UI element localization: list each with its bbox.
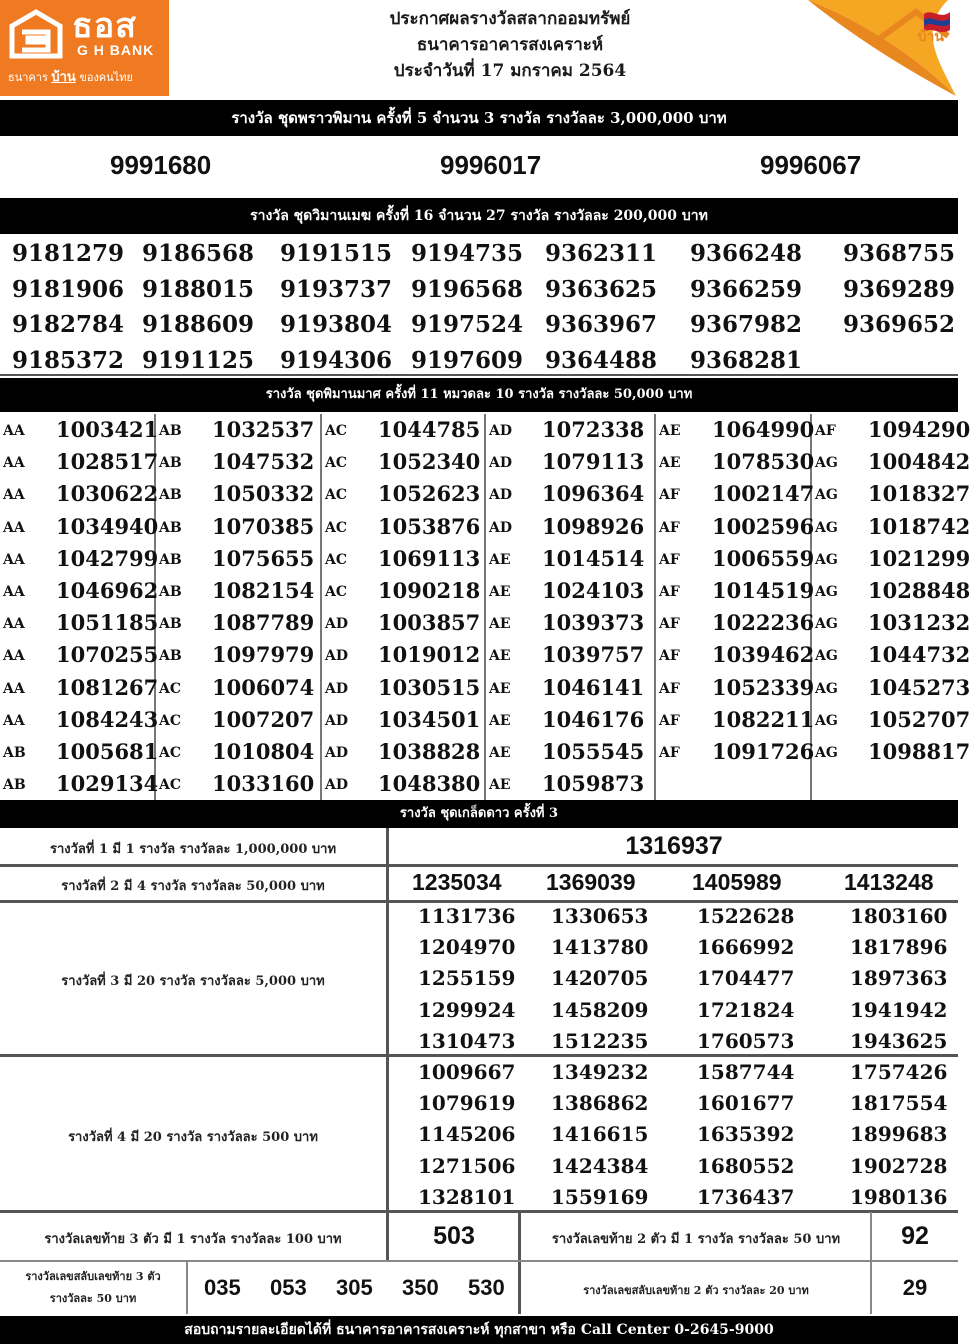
- last3-label: รางวัลเลขท้าย 3 ตัว มี 1 รางวัล รางวัลละ 100 บาท: [44, 1232, 342, 1247]
- prize-number: 1006559: [712, 545, 815, 571]
- prize-number: 1044732: [868, 642, 970, 668]
- prize-number: 1030622: [56, 481, 159, 507]
- prize-number: 9197609: [411, 346, 524, 374]
- swap3-number: 305: [336, 1275, 373, 1300]
- logo-tagline: [8, 66, 133, 87]
- series-prefix: AF: [659, 712, 680, 729]
- prize-number: 1680552: [697, 1153, 795, 1178]
- prize-number: 1098817: [868, 739, 970, 764]
- series-prefix: AA: [3, 616, 25, 633]
- prize-number: 9363967: [545, 311, 658, 338]
- house-logo-icon: [10, 10, 62, 58]
- prize-number: 9181279: [12, 240, 125, 267]
- series-prefix: AE: [489, 616, 511, 633]
- series-prefix: AG: [815, 680, 838, 697]
- column-divider: [386, 1212, 389, 1260]
- prize-number: 1817554: [850, 1091, 948, 1116]
- prize-number: 1098926: [542, 513, 645, 539]
- series-prefix: AD: [325, 712, 349, 729]
- series-prefix: AD: [489, 487, 513, 504]
- prize-number: 1032537: [212, 417, 315, 442]
- prize-number: 1902728: [850, 1153, 948, 1178]
- prize1-number: 1316937: [625, 832, 723, 860]
- series-prefix: AA: [3, 648, 25, 665]
- series-prefix: AC: [159, 777, 182, 794]
- prize-number: 9363625: [545, 275, 658, 303]
- prize-number: 1559169: [551, 1184, 649, 1209]
- series-prefix: AB: [159, 648, 182, 665]
- series-prefix: AB: [159, 423, 182, 439]
- series-prefix: AD: [325, 616, 349, 633]
- prize2-number: 1413248: [844, 869, 934, 895]
- prize-number: 1420705: [551, 966, 649, 991]
- prize-number: 1030515: [378, 674, 481, 700]
- prize2-number: 1369039: [546, 869, 636, 895]
- prize-number: 1044785: [378, 417, 481, 442]
- prize-number: 1064990: [712, 417, 815, 442]
- prize-number: 1512235: [551, 1028, 649, 1053]
- prize-number: 1757426: [850, 1060, 948, 1084]
- series-prefix: AA: [3, 584, 25, 600]
- prize-number: 1635392: [697, 1122, 795, 1147]
- column-divider: [386, 828, 389, 1212]
- corner-badge-text: บ้าน: [917, 29, 944, 45]
- series-prefix: AA: [3, 680, 25, 697]
- prize-number: 1039757: [542, 642, 645, 668]
- prize-number: 1096364: [542, 481, 645, 507]
- prize-number: 1310473: [418, 1028, 516, 1053]
- prize-number: 1349232: [551, 1060, 649, 1084]
- prize-number: 1039462: [712, 642, 815, 668]
- series-prefix: AG: [815, 487, 838, 504]
- prize-number: 1052623: [378, 481, 481, 507]
- section2-title-bar: รางวัล ชุดวิมานเมฆ ครั้งที่ 16 จำนวน 27 รางวัล รางวัลละ 200,000 บาท: [0, 198, 958, 234]
- series-prefix: AD: [489, 519, 513, 536]
- prize2-number: 1235034: [412, 869, 502, 895]
- prize-number: 1003857: [378, 610, 481, 636]
- series-prefix: AD: [325, 777, 349, 794]
- series-prefix: AF: [659, 519, 680, 536]
- swap3-label-line2: รางวัลละ 50 บาท: [49, 1292, 137, 1305]
- prize-number: 1051185: [56, 610, 159, 636]
- prize-number: 1416615: [551, 1122, 649, 1147]
- column-divider: [186, 1262, 188, 1314]
- column-divider: [654, 414, 656, 800]
- prize-number: 9185372: [12, 346, 125, 374]
- section3-grid: [0, 414, 970, 800]
- prize-number: 9191125: [142, 346, 255, 374]
- last2-label: รางวัลเลขท้าย 2 ตัว มี 1 รางวัล รางวัลละ 50 บาท: [551, 1232, 841, 1247]
- series-prefix: AF: [659, 680, 680, 697]
- series-prefix: AF: [659, 584, 680, 600]
- section3-title-bar: รางวัล ชุดพิมานมาศ ครั้งที่ 11 หมวดละ 10 รางวัล รางวัลละ 50,000 บาท: [0, 378, 958, 412]
- prize-number: 1941942: [850, 997, 948, 1022]
- title-line-2: ธนาคารอาคารสงเคราะห์: [416, 35, 604, 55]
- series-prefix: AD: [325, 680, 349, 697]
- prize-number: 1033160: [212, 771, 315, 797]
- prize-number: 9996017: [440, 150, 542, 180]
- column-divider: [320, 414, 322, 800]
- prize-number: 1204970: [418, 935, 516, 960]
- prize-number: 1052707: [868, 706, 970, 732]
- series-prefix: AF: [659, 745, 680, 761]
- series-prefix: AE: [489, 680, 511, 697]
- swap2-number: 29: [902, 1275, 928, 1300]
- prize-number: 9181906: [12, 275, 125, 303]
- row-divider: [0, 900, 958, 903]
- prize-number: 1031232: [868, 610, 970, 636]
- series-prefix: AC: [325, 551, 348, 568]
- prize-number: 1070255: [56, 642, 159, 668]
- prize-number: 1980136: [850, 1184, 948, 1209]
- prize-number: 9196568: [411, 275, 524, 303]
- prize-number: 1018742: [868, 513, 970, 539]
- swap3-number: 053: [270, 1275, 307, 1300]
- prize-number: 1006074: [212, 674, 315, 700]
- prize2-number: 1405989: [692, 869, 782, 895]
- page-curl-banner-icon: [798, 0, 958, 98]
- prize-number: 1005681: [56, 739, 159, 764]
- series-prefix: AD: [325, 648, 349, 665]
- logo-english-name: G H BANK: [77, 42, 155, 58]
- prize-number: 1019012: [378, 642, 481, 668]
- prize-number: 1079113: [542, 449, 645, 475]
- prize-number: 1091726: [712, 739, 815, 764]
- series-prefix: AC: [325, 519, 348, 536]
- prize-number: 1050332: [212, 481, 315, 507]
- prize-number: 1034940: [56, 513, 159, 539]
- series-prefix: AG: [815, 519, 838, 536]
- prize-number: 1002147: [712, 481, 815, 507]
- series-prefix: AC: [159, 745, 182, 761]
- prize-number: 1131736: [418, 904, 516, 928]
- series-prefix: AC: [325, 584, 348, 600]
- prize-number: 1010804: [212, 739, 315, 764]
- prize-number: 1055545: [542, 739, 645, 764]
- series-prefix: AF: [659, 616, 680, 633]
- series-prefix: AE: [489, 551, 511, 568]
- prize3-label: รางวัลที่ 3 มี 20 รางวัล รางวัลละ 5,000 บาท: [61, 974, 325, 989]
- prize-number: 1760573: [697, 1028, 795, 1053]
- series-prefix: AE: [659, 423, 681, 439]
- series-prefix: AE: [489, 584, 511, 600]
- prize4-label: รางวัลที่ 4 มี 20 รางวัล รางวัลละ 500 บาท: [68, 1130, 318, 1145]
- prize-number: 1039373: [542, 610, 645, 636]
- prize-number: 1052340: [378, 449, 481, 475]
- prize-number: 1009667: [418, 1060, 516, 1084]
- draw-date: ประจำวันที่ 17 มกราคม 2564: [393, 61, 627, 81]
- series-prefix: AG: [815, 648, 838, 665]
- prize-number: 1048380: [378, 771, 481, 797]
- last2-number: 92: [901, 1222, 929, 1250]
- prize-number: 1424384: [551, 1153, 649, 1178]
- prize-number: 9362311: [545, 240, 658, 267]
- prize-number: 1018327: [868, 481, 970, 507]
- prize-number: 1097979: [212, 642, 315, 668]
- prize-number: 1522628: [697, 904, 795, 928]
- series-prefix: AG: [815, 745, 838, 761]
- prize-number: 1004842: [868, 449, 970, 475]
- series-prefix: AB: [159, 584, 182, 600]
- prize-number: 1046176: [542, 706, 645, 732]
- series-prefix: AA: [3, 551, 25, 568]
- prize-number: 1587744: [697, 1060, 795, 1084]
- prize-number: 1028848: [868, 578, 970, 603]
- series-prefix: AA: [3, 487, 25, 504]
- prize-number: 9991680: [110, 150, 212, 180]
- series-prefix: AD: [489, 455, 513, 472]
- series-prefix: AG: [815, 712, 838, 729]
- section2-numbers: [0, 236, 958, 376]
- series-prefix: AD: [489, 423, 513, 439]
- prize-number: 1094290: [868, 417, 970, 442]
- series-prefix: AB: [3, 745, 26, 761]
- swap3-label: [0, 1266, 186, 1310]
- series-prefix: AG: [815, 551, 838, 568]
- series-prefix: AG: [815, 616, 838, 633]
- series-prefix: AA: [3, 423, 25, 439]
- prize-number: 9194735: [411, 240, 524, 267]
- series-prefix: AB: [3, 777, 26, 794]
- prize-number: 9996067: [760, 150, 862, 180]
- footer-contact: สอบถามรายละเอียดได้ที่ ธนาคารอาคารสงเคราะห์ ทุกสาขา หรือ Call Center 0-2645-9000: [0, 1316, 958, 1344]
- prize2-label: รางวัลที่ 2 มี 4 รางวัล รางวัลละ 50,000 บาท: [61, 879, 325, 894]
- prize-number: 9191515: [280, 240, 393, 267]
- prize-number: 9193804: [280, 311, 393, 338]
- row-divider: [0, 1054, 958, 1057]
- prize-number: 1736437: [697, 1184, 795, 1209]
- series-prefix: AF: [659, 648, 680, 665]
- prize-number: 1024103: [542, 578, 645, 603]
- prize-number: 1601677: [697, 1091, 795, 1116]
- row-divider: [0, 864, 958, 867]
- prize-number: 1045273: [868, 674, 970, 700]
- prize-number: 1002596: [712, 513, 815, 539]
- prize-number: 1034501: [378, 706, 481, 732]
- prize-number: 9366259: [690, 275, 803, 303]
- series-prefix: AB: [159, 551, 182, 568]
- row-divider: [0, 1210, 958, 1213]
- prize-number: 1007207: [212, 706, 315, 732]
- prize-number: 1038828: [378, 739, 481, 764]
- prize-number: 1721824: [697, 997, 795, 1022]
- prize-number: 9364488: [545, 346, 658, 374]
- prize-number: 9188015: [142, 275, 255, 303]
- column-divider: [484, 414, 486, 800]
- prize-number: 1458209: [551, 997, 649, 1022]
- prize-number: 1079619: [418, 1091, 516, 1116]
- series-prefix: AC: [325, 455, 348, 472]
- series-prefix: AA: [3, 519, 25, 536]
- series-prefix: AB: [159, 455, 182, 472]
- prize-number: 1082154: [212, 578, 315, 603]
- prize-number: 1021299: [868, 545, 970, 571]
- series-prefix: AF: [659, 551, 680, 568]
- column-divider: [518, 1212, 521, 1314]
- prize-number: 1299924: [418, 997, 516, 1022]
- prize-number: 1014519: [712, 578, 815, 603]
- swap2-label: รางวัลเลขสลับเลขท้าย 2 ตัว รางวัลละ 20 บาท: [583, 1284, 809, 1297]
- prize-number: 9369289: [843, 275, 956, 303]
- section4-title-bar: รางวัล ชุดเกล็ดดาว ครั้งที่ 3: [0, 800, 958, 828]
- prize-number: 9182784: [12, 311, 125, 338]
- prize-number: 1704477: [697, 966, 795, 991]
- ghbank-logo: [0, 0, 169, 96]
- logo-thai-name: ธอส: [72, 6, 137, 46]
- prize-number: 1029134: [56, 771, 159, 797]
- header: [0, 0, 958, 98]
- series-prefix: AF: [659, 487, 680, 504]
- prize-number: 9186568: [142, 240, 255, 267]
- series-prefix: AB: [159, 616, 182, 633]
- series-prefix: AB: [159, 519, 182, 536]
- prize-number: 1078530: [712, 449, 815, 475]
- prize-number: 1081267: [56, 674, 159, 700]
- prize-number: 1145206: [418, 1122, 516, 1147]
- prize-number: 9368755: [843, 240, 956, 267]
- prize-number: 1943625: [850, 1028, 948, 1053]
- prize-number: 1328101: [418, 1184, 516, 1209]
- series-prefix: AC: [159, 712, 182, 729]
- prize-number: 1069113: [378, 545, 481, 571]
- tagline-post: ของคนไทย: [79, 71, 133, 84]
- prize-number: 1022236: [712, 610, 815, 636]
- prize-number: 9193737: [280, 275, 393, 303]
- prize-number: 1817896: [850, 935, 948, 960]
- section1-title-bar: รางวัล ชุดพราวพิมาน ครั้งที่ 5 จำนวน 3 รางวัล รางวัลละ 3,000,000 บาท: [0, 100, 958, 136]
- prize-number: 9366248: [690, 240, 803, 267]
- prize-number: 1897363: [850, 966, 948, 991]
- series-prefix: AA: [3, 712, 25, 729]
- prize-number: 1255159: [418, 966, 516, 991]
- prize-number: 1803160: [850, 904, 948, 928]
- prize-number: 1386862: [551, 1091, 649, 1116]
- page-title: [260, 6, 760, 84]
- prize-number: 1090218: [378, 578, 481, 603]
- prize-number: 1666992: [697, 935, 795, 960]
- swap3-number: 530: [468, 1275, 505, 1300]
- tagline-pre: ธนาคาร: [8, 71, 48, 84]
- series-prefix: AC: [159, 680, 182, 697]
- prize-number: 9194306: [280, 346, 393, 374]
- row-divider: [0, 1260, 958, 1262]
- prize-number: 1047532: [212, 449, 315, 475]
- prize-number: 1271506: [418, 1153, 516, 1178]
- prize-number: 1330653: [551, 904, 649, 928]
- prize-number: 1052339: [712, 674, 815, 700]
- prize-number: 1046962: [56, 578, 159, 603]
- prize-number: 1084243: [56, 706, 159, 732]
- prize-number: 1899683: [850, 1122, 948, 1147]
- series-prefix: AB: [159, 487, 182, 504]
- swap3-label-line1: รางวัลเลขสลับเลขท้าย 3 ตัว: [25, 1270, 161, 1283]
- prize-number: 1059873: [542, 771, 645, 797]
- prize-number: 1070385: [212, 513, 315, 539]
- prize-number: 1053876: [378, 513, 481, 539]
- section1-numbers: [0, 138, 958, 196]
- prize-number: 1072338: [542, 417, 645, 442]
- prize-number: 1028517: [56, 449, 159, 475]
- prize-number: 9188609: [142, 311, 255, 338]
- prize-number: 9369652: [843, 311, 956, 338]
- prize-number: 1082211: [712, 706, 815, 732]
- tagline-mid: บ้าน: [51, 70, 76, 85]
- series-prefix: AE: [489, 777, 511, 794]
- series-prefix: AC: [325, 487, 348, 504]
- prize-number: 1014514: [542, 545, 645, 571]
- series-prefix: AD: [325, 745, 349, 761]
- prize-number: 1413780: [551, 935, 649, 960]
- prize-number: 1042799: [56, 545, 159, 571]
- last3-number: 503: [433, 1222, 475, 1250]
- prize-number: 9367982: [690, 311, 803, 338]
- swap3-number: 035: [204, 1275, 241, 1300]
- prize-number: 1087789: [212, 610, 315, 636]
- series-prefix: AA: [3, 455, 25, 472]
- prize-number: 9368281: [690, 346, 803, 374]
- prize-number: 1003421: [56, 417, 159, 442]
- title-line-1: ประกาศผลรางวัลสลากออมทรัพย์: [389, 9, 631, 29]
- prize-number: 1046141: [542, 674, 645, 700]
- series-prefix: AE: [489, 745, 511, 761]
- series-prefix: AF: [815, 423, 836, 439]
- series-prefix: AG: [815, 455, 838, 472]
- series-prefix: AE: [659, 455, 681, 472]
- prize-number: 9197524: [411, 311, 524, 338]
- series-prefix: AG: [815, 584, 838, 600]
- series-prefix: AC: [325, 423, 348, 439]
- series-prefix: AE: [489, 648, 511, 665]
- series-prefix: AE: [489, 712, 511, 729]
- prize-number: 1075655: [212, 545, 315, 571]
- prize1-label: รางวัลที่ 1 มี 1 รางวัล รางวัลละ 1,000,000 บาท: [49, 842, 337, 857]
- swap3-number: 350: [402, 1275, 439, 1300]
